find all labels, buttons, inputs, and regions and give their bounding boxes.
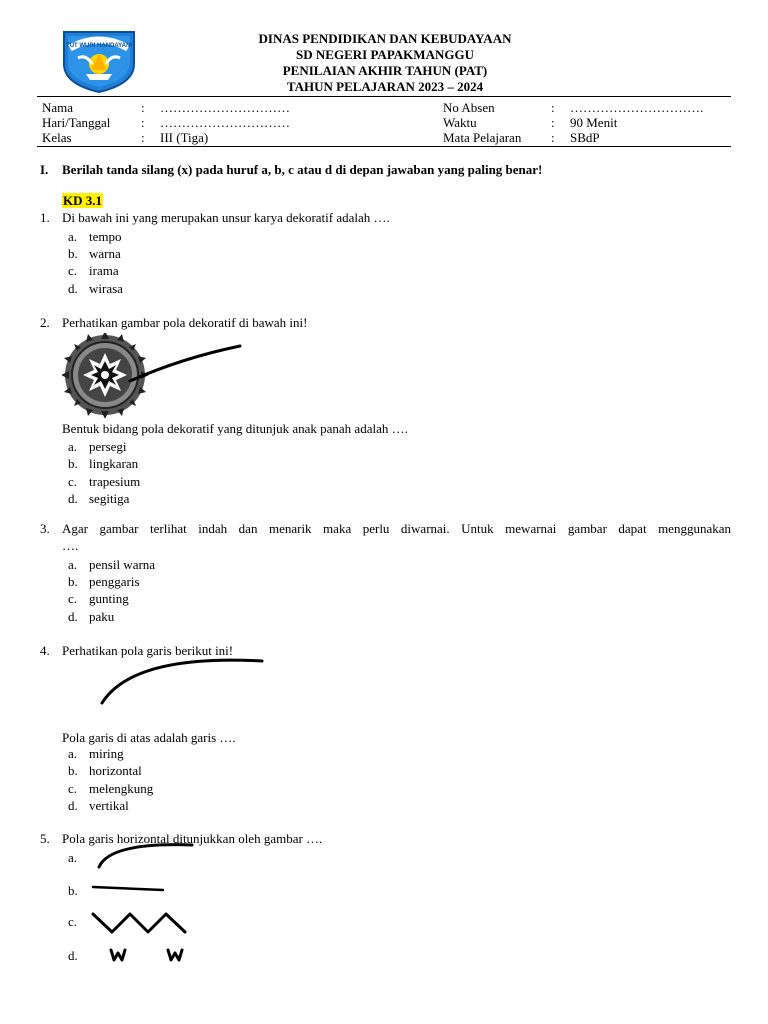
info-sep: : <box>141 130 145 145</box>
option-letter[interactable]: d. <box>68 798 78 813</box>
option-letter[interactable]: d. <box>68 609 78 624</box>
info-label-kelas: Kelas <box>42 130 72 145</box>
option-text[interactable]: segitiga <box>89 491 130 506</box>
info-sep: : <box>141 115 145 130</box>
section-instruction: Berilah tanda silang (x) pada huruf a, b, c atau d di depan jawaban yang paling benar! <box>62 162 543 177</box>
option-letter[interactable]: d. <box>68 491 78 506</box>
option-letter[interactable]: a. <box>68 557 78 572</box>
option-text[interactable]: lingkaran <box>89 456 139 471</box>
tut-wuri-handayani-logo <box>56 26 142 94</box>
header-line-2: SD NEGERI PAPAKMANGGU <box>296 47 474 62</box>
option-letter[interactable]: c. <box>68 474 78 489</box>
option-letter[interactable]: c. <box>68 914 78 929</box>
question-3-text: Agar gambar terlihat indah dan menarik maka perlu diwarnai. Untuk mewarnai gambar dapat menggunakan <box>62 521 731 536</box>
svg-text:TUT WURI HANDAYANI: TUT WURI HANDAYANI <box>66 43 132 49</box>
info-value-waktu: 90 Menit <box>570 115 618 130</box>
curved-line-image <box>95 652 270 710</box>
info-label-hari-tanggal: Hari/Tanggal <box>42 115 111 130</box>
option-letter[interactable]: b. <box>68 246 78 261</box>
option-text[interactable]: paku <box>89 609 115 624</box>
question-2-number: 2. <box>40 315 50 330</box>
decorative-pattern-image <box>62 333 247 418</box>
option-letter[interactable]: a. <box>68 850 78 865</box>
question-4-number: 4. <box>40 643 50 658</box>
info-value-hari-tanggal[interactable]: ………………………… <box>160 115 290 130</box>
question-1-number: 1. <box>40 210 50 225</box>
section-number: I. <box>40 162 49 177</box>
option-text[interactable]: irama <box>89 263 119 278</box>
option-letter[interactable]: b. <box>68 883 78 898</box>
info-sep: : <box>551 115 555 130</box>
question-3-number: 3. <box>40 521 50 536</box>
info-sep: : <box>551 130 555 145</box>
option-text[interactable]: penggaris <box>89 574 140 589</box>
option-text[interactable]: persegi <box>89 439 127 454</box>
option-text[interactable]: pensil warna <box>89 557 156 572</box>
info-sep: : <box>551 100 555 115</box>
option-d-wave-marks-image[interactable] <box>108 946 192 964</box>
option-letter[interactable]: c. <box>68 263 78 278</box>
question-2-text: Perhatikan gambar pola dekoratif di bawah ini! <box>62 315 308 330</box>
option-letter[interactable]: a. <box>68 439 78 454</box>
question-1-text: Di bawah ini yang merupakan unsur karya dekoratif adalah …. <box>62 210 390 225</box>
option-letter[interactable]: d. <box>68 948 78 963</box>
question-2-subtext: Bentuk bidang pola dekoratif yang ditunjuk anak panah adalah …. <box>62 421 408 436</box>
header-line-4: TAHUN PELAJARAN 2023 – 2024 <box>286 79 484 94</box>
option-letter[interactable]: b. <box>68 763 78 778</box>
header-line-1: DINAS PENDIDIKAN DAN KEBUDAYAAN <box>258 31 512 46</box>
option-letter[interactable]: b. <box>68 456 78 471</box>
info-label-mata-pelajaran: Mata Pelajaran <box>443 130 522 145</box>
info-value-kelas: III (Tiga) <box>160 130 209 145</box>
option-text[interactable]: melengkung <box>89 781 154 796</box>
option-letter[interactable]: a. <box>68 229 78 244</box>
option-b-horizontal-line-image[interactable] <box>90 882 170 896</box>
header-divider-top <box>37 96 731 97</box>
info-value-mata-pelajaran: SBdP <box>570 130 600 145</box>
info-label-no-absen: No Absen <box>443 100 495 115</box>
option-letter[interactable]: c. <box>68 591 78 606</box>
option-letter[interactable]: d. <box>68 281 78 296</box>
option-text[interactable]: miring <box>89 746 124 761</box>
option-letter[interactable]: c. <box>68 781 78 796</box>
option-text[interactable]: horizontal <box>89 763 142 778</box>
question-3-text-continued: …. <box>62 538 79 553</box>
info-value-no-absen[interactable]: …………………………. <box>570 100 704 115</box>
info-label-nama: Nama <box>42 100 74 115</box>
option-text[interactable]: gunting <box>89 591 129 606</box>
header-line-3: PENILAIAN AKHIR TAHUN (PAT) <box>282 63 488 78</box>
info-sep: : <box>141 100 145 115</box>
option-letter[interactable]: b. <box>68 574 78 589</box>
kd-badge: KD 3.1 <box>63 193 102 208</box>
question-4-subtext: Pola garis di atas adalah garis …. <box>62 730 236 745</box>
option-letter[interactable]: a. <box>68 746 78 761</box>
info-value-nama[interactable]: ………………………… <box>160 100 290 115</box>
option-text[interactable]: wirasa <box>89 281 123 296</box>
option-text[interactable]: vertikal <box>89 798 129 813</box>
option-c-zigzag-line-image[interactable] <box>90 910 190 936</box>
question-5-number: 5. <box>40 831 50 846</box>
question-5-text: Pola garis horizontal ditunjukkan oleh gambar …. <box>62 831 323 846</box>
header-divider-bottom <box>37 146 731 147</box>
option-text[interactable]: trapesium <box>89 474 141 489</box>
option-a-curved-line-image[interactable] <box>95 836 200 872</box>
option-text[interactable]: warna <box>89 246 121 261</box>
option-text[interactable]: tempo <box>89 229 122 244</box>
question-4-text: Perhatikan pola garis berikut ini! <box>62 643 234 658</box>
info-label-waktu: Waktu <box>443 115 477 130</box>
